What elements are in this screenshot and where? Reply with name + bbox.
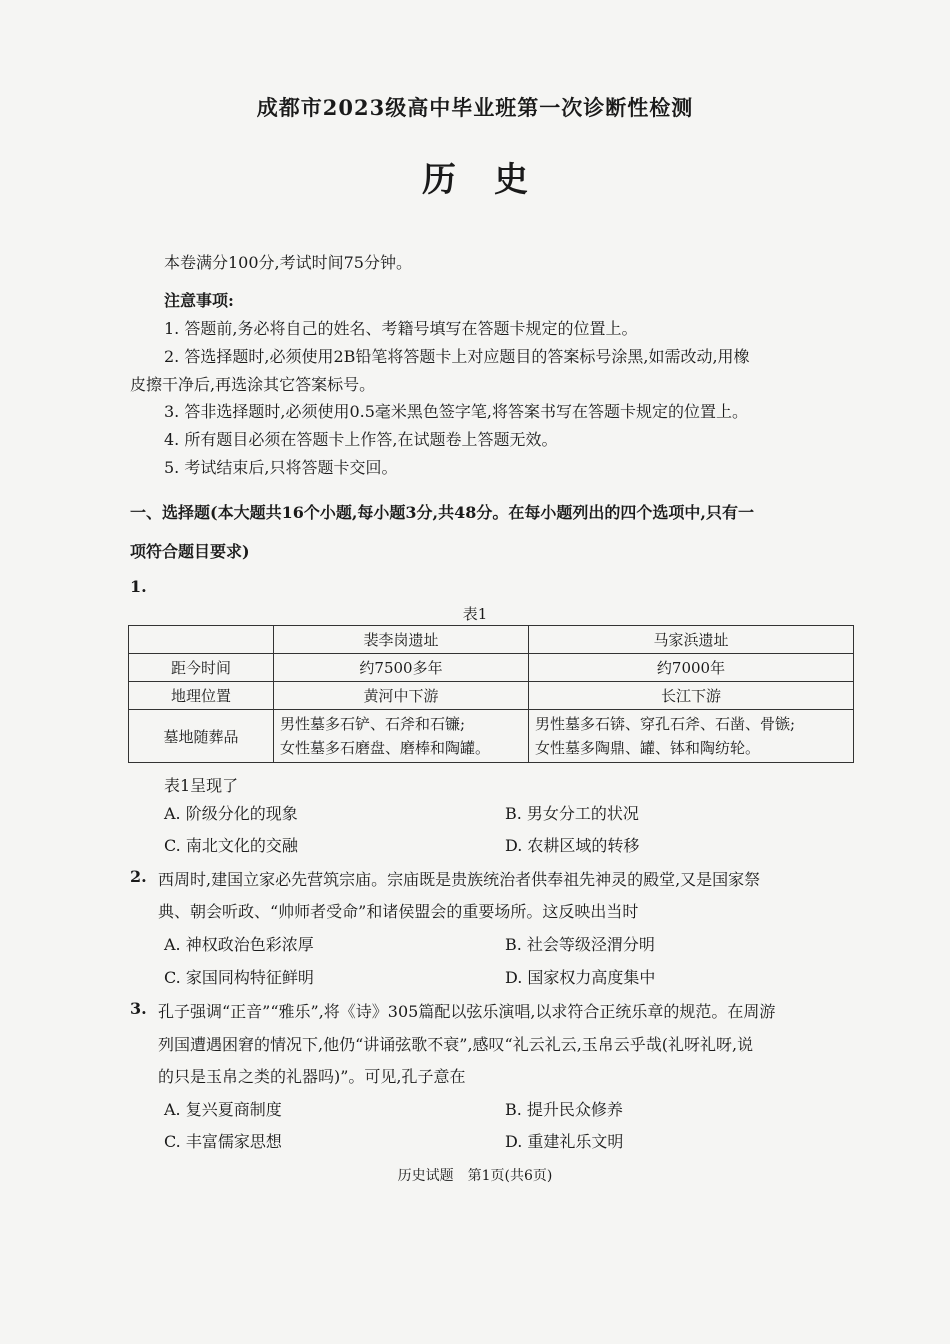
question-stem: 西周时,建国立家必先营筑宗庙。宗庙既是贵族统治者供奉祖先神灵的殿堂,又是国家祭 [158,870,761,889]
option-c[interactable]: C. 家国同构特征鲜明 [164,968,314,987]
table-row [129,710,854,763]
table-cell: 约7500多年 [274,654,529,682]
option-b[interactable]: B. 社会等级泾渭分明 [505,935,655,954]
option-c[interactable]: C. 丰富儒家思想 [164,1132,282,1151]
question-stem: 的只是玉帛之类的礼器吗)”。可见,孔子意在 [158,1067,466,1086]
table-cell: 长江下游 [529,682,854,710]
table-header-cell [129,626,274,654]
question-stem: 典、朝会听政、“帅师者受命”和诸侯盟会的重要场所。这反映出当时 [158,902,639,921]
option-a[interactable]: A. 阶级分化的现象 [164,804,298,823]
table-header-cell: 马家浜遗址 [529,626,854,654]
table-row [129,654,854,682]
notice-title: 注意事项: [164,291,234,310]
option-d[interactable]: D. 国家权力高度集中 [505,968,656,987]
section-heading-cont: 项符合题目要求) [130,542,250,561]
question-number: 2. [130,867,147,886]
option-c[interactable]: C. 南北文化的交融 [164,836,298,855]
question-number: 1. [130,577,147,596]
table-caption: 表1 [462,605,488,623]
score-time-note: 本卷满分100分,考试时间75分钟。 [164,253,412,272]
question-number: 3. [130,999,147,1018]
notice-item: 皮擦干净后,再选涂其它答案标号。 [130,375,376,394]
cell-line: 女性墓多石磨盘、磨棒和陶罐。 [280,739,491,757]
notice-item: 1. 答题前,务必将自己的姓名、考籍号填写在答题卡规定的位置上。 [164,319,638,338]
question-stem: 表1呈现了 [164,776,239,795]
question-stem: 列国遭遇困窘的情况下,他仍“讲诵弦歌不衰”,感叹“礼云礼云,玉帛云乎哉(礼呀礼呀,说 [158,1035,754,1054]
exam-title: 成都市2023级高中毕业班第一次诊断性检测 [256,95,694,120]
table-cell: 地理位置 [129,682,274,710]
table-cell: 约7000年 [529,654,854,682]
option-a[interactable]: A. 复兴夏商制度 [164,1100,282,1119]
notice-item: 5. 考试结束后,只将答题卡交回。 [164,458,398,477]
notice-item: 3. 答非选择题时,必须使用0.5毫米黑色签字笔,将答案书写在答题卡规定的位置上。 [164,402,748,421]
table-header-cell: 裴李岗遗址 [274,626,529,654]
notice-item: 4. 所有题目必须在答题卡上作答,在试题卷上答题无效。 [164,430,558,449]
option-b[interactable]: B. 提升民众修养 [505,1100,623,1119]
cell-line: 男性墓多石铲、石斧和石镰; [280,715,466,733]
subject-title: 历史 [422,160,566,200]
page-footer: 历史试题 第1页(共6页) [397,1168,553,1184]
table-cell: 距今时间 [129,654,274,682]
table-cell: 黄河中下游 [274,682,529,710]
question-stem: 孔子强调“正音”“雅乐”,将《诗》305篇配以弦乐演唱,以求符合正统乐章的规范。在周游 [158,1002,776,1021]
table-cell [529,710,854,763]
table-cell: 墓地随葬品 [129,710,274,763]
table-cell [274,710,529,763]
option-d[interactable]: D. 重建礼乐文明 [505,1132,624,1151]
table-row [129,682,854,710]
comparison-table [128,625,854,763]
cell-line: 女性墓多陶鼎、罐、钵和陶纺轮。 [535,739,761,757]
section-heading: 一、选择题(本大题共16个小题,每小题3分,共48分。在每小题列出的四个选项中,只有一 [130,503,754,522]
cell-line: 男性墓多石锛、穿孔石斧、石凿、骨镞; [535,715,796,733]
option-b[interactable]: B. 男女分工的状况 [505,804,639,823]
option-a[interactable]: A. 神权政治色彩浓厚 [164,935,314,954]
table-header-row [129,626,854,654]
notice-item: 2. 答选择题时,必须使用2B铅笔将答题卡上对应题目的答案标号涂黑,如需改动,用橡 [164,347,750,366]
option-d[interactable]: D. 农耕区域的转移 [505,836,640,855]
